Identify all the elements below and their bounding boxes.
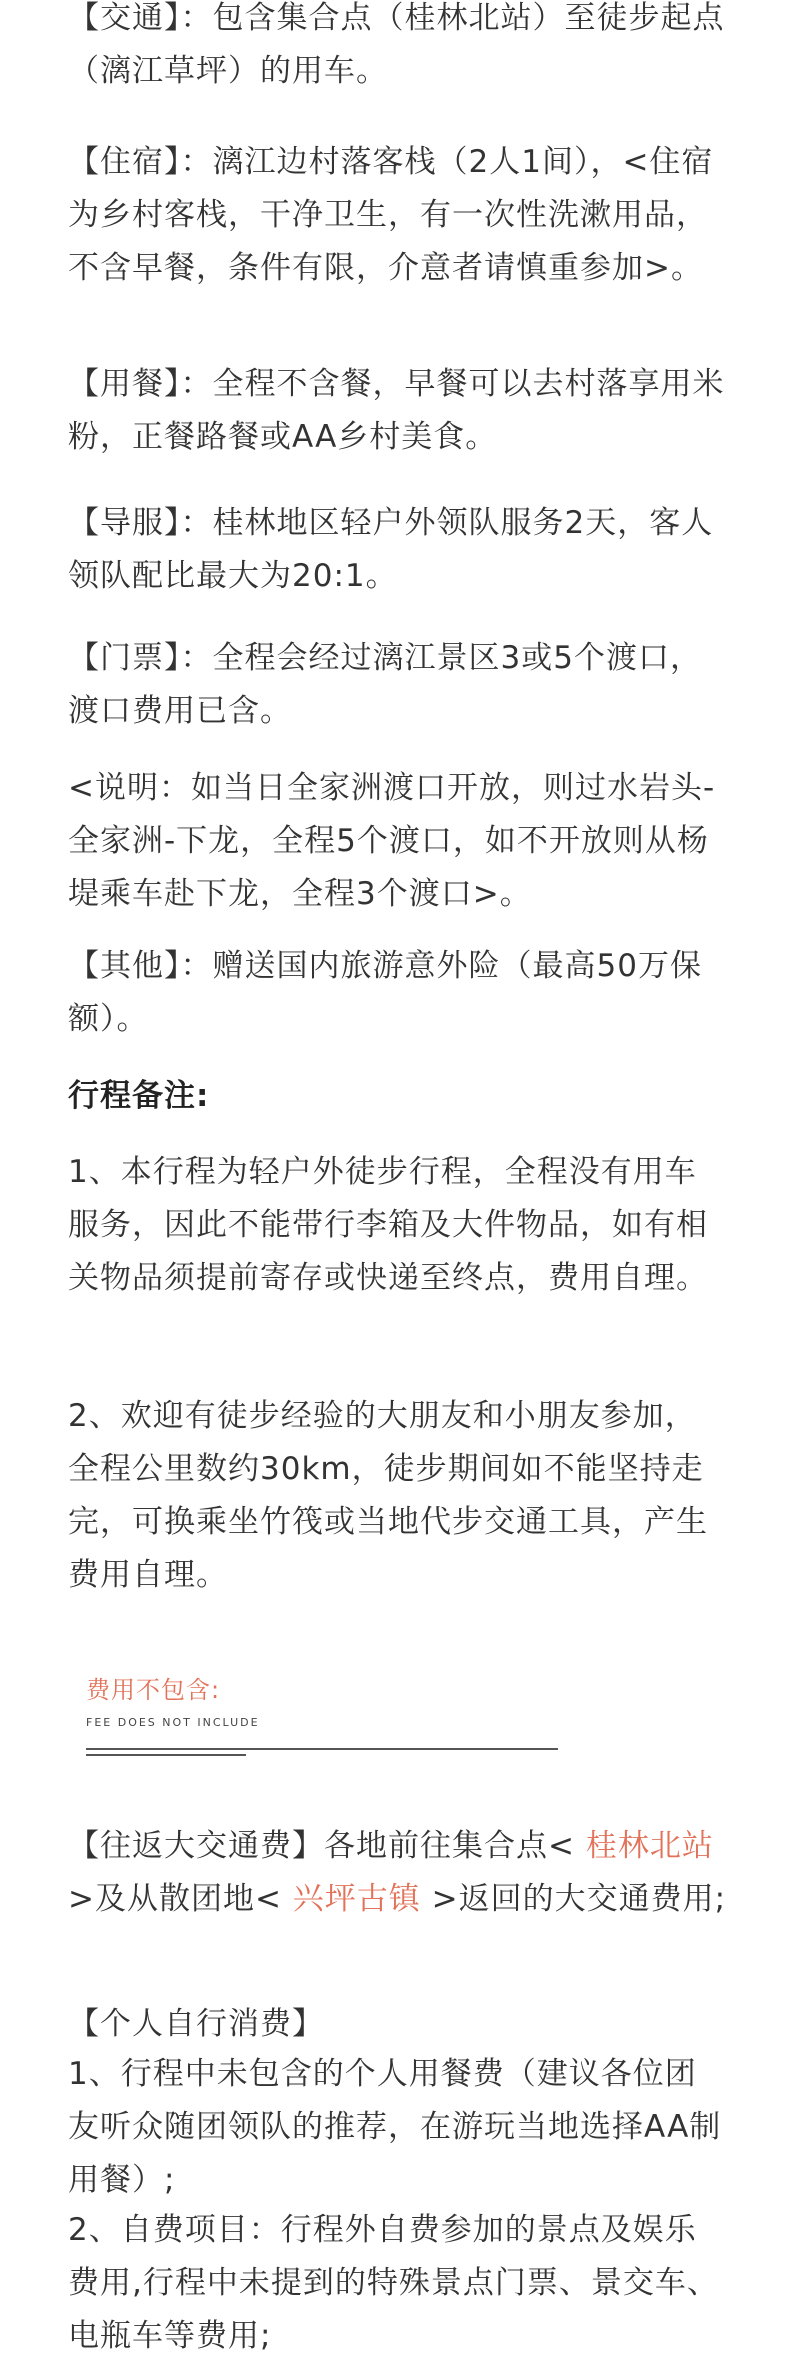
ticket-paragraph: 【门票】：全程会经过漓江景区3或5个渡口，渡口费用已含。 (68, 640, 702, 729)
stay-paragraph: 【住宿】：漓江边村落客栈（2人1间），<住宿为乡村客栈，干净卫生，有一次性洗漱用品，不含早餐，条件有限，介意者请慎重参加>。 (68, 144, 714, 286)
exclude-traffic-part1: 【往返大交通费】各地前往集合点< (68, 1828, 575, 1864)
remark-1: 1、本行程为轻户外徒步行程，全程没有用车服务，因此不能带行李箱及大件物品，如有相关物品须提前寄存或快递至终点，费用自理。 (68, 1154, 708, 1296)
exclude-traffic-part3: >返回的大交通费用; (431, 1881, 727, 1917)
fee-title: 费用不包含: (86, 1676, 221, 1704)
exclude-traffic-paragraph (68, 1820, 728, 1926)
personal-2: 2、自费项目：行程外自费参加的景点及娱乐费用,行程中未提到的特殊景点门票、景交车、电瓶车等费用; (68, 2212, 719, 2354)
fee-header (86, 1670, 566, 1780)
fee-divider-long (86, 1748, 558, 1750)
meal-paragraph: 【用餐】：全程不含餐，早餐可以去村落享用米粉，正餐路餐或AA乡村美食。 (68, 366, 725, 455)
remarks-title: 行程备注: (68, 1078, 210, 1114)
note-paragraph: <说明：如当日全家洲渡口开放，则过水岩头-全家洲-下龙，全程5个渡口，如不开放则从杨堤乘车赴下龙，全程3个渡口>。 (68, 770, 716, 912)
guide-paragraph: 【导服】：桂林地区轻户外领队服务2天，客人领队配比最大为20:1。 (68, 505, 714, 594)
exclude-traffic-part2: >及从散团地< (68, 1881, 282, 1917)
personal-1: 1、行程中未包含的个人用餐费（建议各位团友听众随团领队的推荐，在游玩当地选择AA制用餐）; (68, 2056, 722, 2198)
exclude-traffic-place1: 桂林北站 (574, 1828, 714, 1864)
fee-subtitle: FEE DOES NOT INCLUDE (86, 1716, 260, 1729)
other-paragraph: 【其他】：赠送国内旅游意外险（最高50万保额）。 (68, 948, 702, 1037)
exclude-traffic-place2: 兴坪古镇 (281, 1881, 432, 1917)
remark-2: 2、欢迎有徒步经验的大朋友和小朋友参加，全程公里数约30km，徒步期间如不能坚持走完，可换乘坐竹筏或当地代步交通工具，产生费用自理。 (68, 1398, 708, 1593)
traffic-paragraph: 【交通】：包含集合点（桂林北站）至徒步起点（漓江草坪）的用车。 (68, 0, 725, 89)
personal-title: 【个人自行消费】 (68, 2006, 324, 2042)
fee-divider-short (86, 1754, 246, 1756)
